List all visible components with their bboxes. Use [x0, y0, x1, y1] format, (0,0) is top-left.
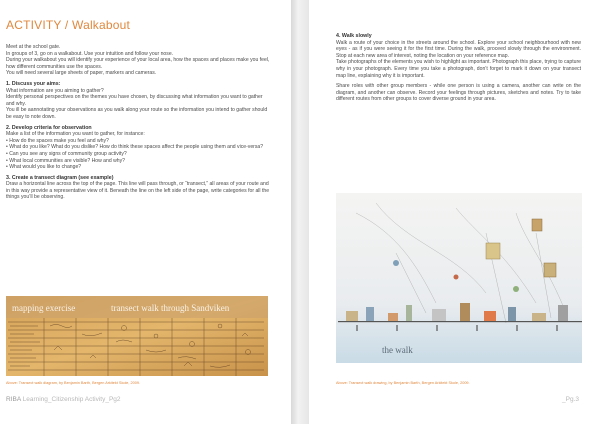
- criteria-line: Make a list of the information you want to gather, for instance:: [6, 131, 145, 138]
- transect-model-photo: [336, 193, 582, 363]
- intro-line: Meet at the school gate.: [6, 44, 61, 50]
- walk-paragraph: Share roles with other group members - while one person is using a camera, another can write on the diagram, and another can observe. Record your feelings through pictures, sketches and notes. Try to take different routes from other groups to cover diverse ground in your area.: [336, 83, 581, 103]
- section-heading-criteria: 2. Develop criteria for observation: [6, 124, 92, 131]
- walk-paragraph: Take photographs of the elements you wish to highlight as important. Photograph this place, trying to capture why in your photograph. Every time you take a photograph, don’t forget to mark it down on your transect map line, explaining why it is important.: [336, 59, 581, 79]
- transect-model-caption: Above: Transect walk drawing, by Benjamin Barth, Bergen Arkitekt Skole, 2009.: [336, 381, 470, 385]
- transect-model-image: [336, 193, 582, 363]
- criteria-line: • What would you like to change?: [6, 164, 82, 171]
- criteria-line: • How do the spaces make you feel and why?: [6, 137, 109, 144]
- footer-text: Learning_Citizenship Activity_Pg2: [20, 396, 121, 403]
- right-footer: _Pg.3: [562, 396, 579, 403]
- transect-diagram-photo: [6, 296, 268, 376]
- left-footer: [6, 396, 121, 403]
- aims-line: Identify personal perspectives on the themes you have chosen, by discussing what information you want to gather and why.: [6, 94, 263, 107]
- transect-diagram-image: [6, 296, 268, 376]
- aims-line: You ill be aannotating your observations as you walk along your route so the information you intend to gather should be easy to note down.: [6, 107, 268, 120]
- criteria-line: • What do you like? What do you dislike? How do think these spaces affect the people using them and vice-versa?: [6, 144, 264, 151]
- left-page: [0, 0, 291, 424]
- book-gutter: [291, 0, 309, 424]
- left-text-column: [6, 44, 271, 201]
- right-page: [309, 0, 600, 424]
- criteria-line: • What local communities are visible? How and why?: [6, 157, 125, 164]
- section-heading-walk: 4. Walk slowly: [336, 33, 372, 39]
- footer-org: RIBA: [6, 396, 21, 403]
- walk-paragraph: Walk a route of your choice in the streets around the school. Explore your school neighbourhood with new eyes - as if you were seeing it for the first time. During the walk, proceed slowly through the environment. Stop at each new area of interest, noting the location on your reference map.: [336, 39, 581, 59]
- page-title: ACTIVITY / Walkabout: [6, 18, 131, 32]
- aims-line: What information are you aiming to gather?: [6, 87, 104, 94]
- intro-line: You will need several large sheets of paper, markers and cameras.: [6, 70, 157, 77]
- diagram-label-mapping: mapping exercise: [12, 303, 76, 313]
- right-text-column: [336, 33, 581, 103]
- intro-line: In groups of 3, go on a walkabout. Use your intuition and follow your nose.: [6, 50, 174, 57]
- transect-diagram-caption: Above: Transect walk diagram, by Benjamin Barth, Bergen Arkitekt Skole, 2009.: [6, 381, 141, 385]
- section-heading-transect: 3. Create a transect diagram (see example): [6, 174, 114, 181]
- section-heading-aims: 1. Discuss your aims:: [6, 80, 61, 87]
- criteria-line: • Can you see any signs of community group activity?: [6, 150, 127, 157]
- intro-line: During your walkabout you will identify your experience of your local area, how the spaces and places make you feel, how different communities use the spaces.: [6, 57, 270, 70]
- transect-text: Draw a horizontal line across the top of the page. This line will pass through, or “transect,” all areas of your route and in this way provide a representative view of it. Beneath the line on the left side of the page, write categories for all the things you’ll be observing.: [6, 181, 270, 201]
- diagram-label-transect: transect walk through Sandviken: [111, 303, 230, 313]
- model-label-the-walk: the walk: [382, 345, 413, 355]
